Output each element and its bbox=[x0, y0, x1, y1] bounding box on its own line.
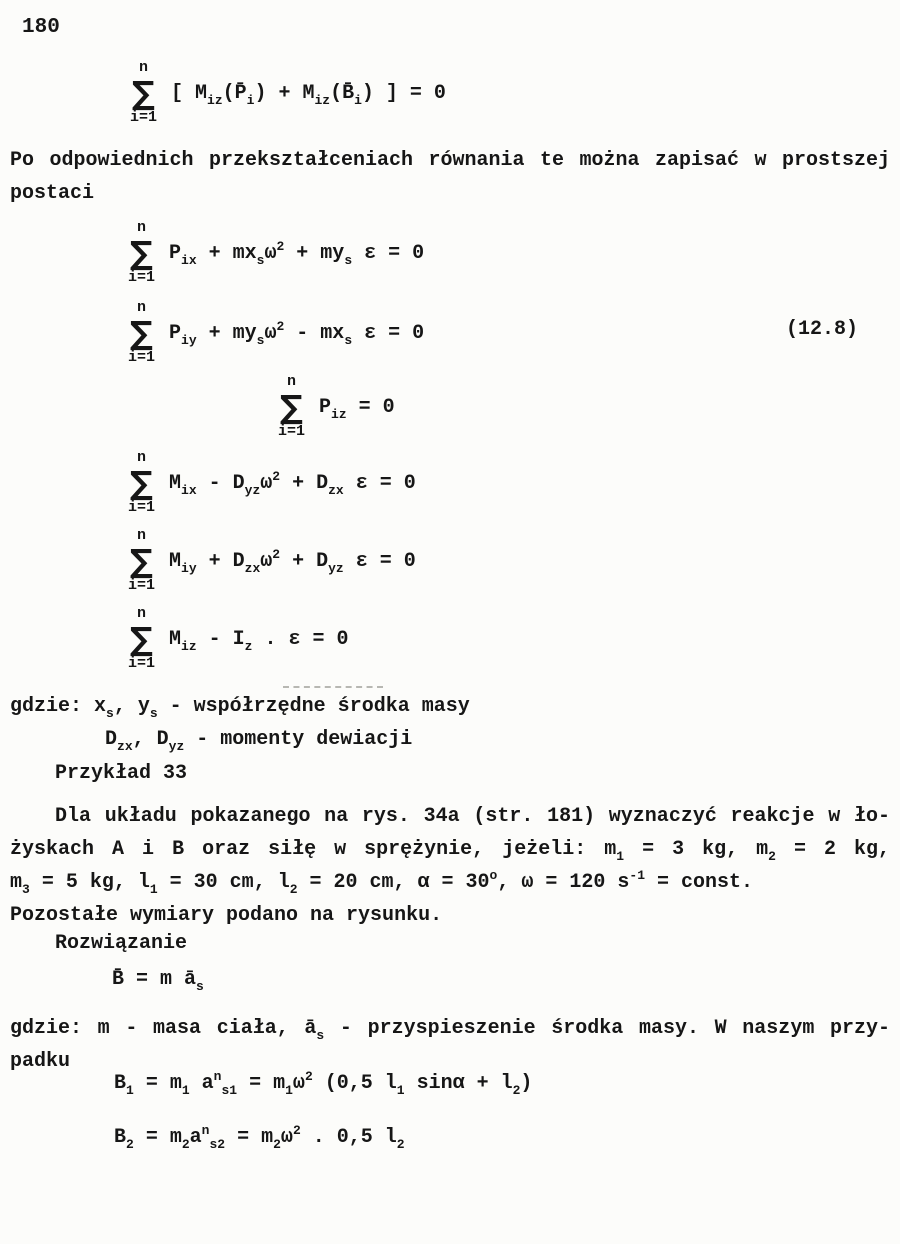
text-line: gdzie: $x_s$, $y_s$ - współrzędne środka masy bbox=[10, 695, 470, 721]
sum-lower-limit: i=1 bbox=[128, 655, 156, 672]
paragraph-transformations bbox=[10, 144, 890, 210]
sum-lower-limit: i=1 bbox=[128, 269, 156, 286]
problem-statement bbox=[10, 800, 890, 932]
sum-upper-limit: n bbox=[287, 373, 297, 390]
equation-row bbox=[128, 220, 424, 286]
scan-artifact-line bbox=[283, 686, 383, 688]
text-line: Po odpowiednich przekształceniach równania te można zapisać w prostszej bbox=[10, 149, 890, 172]
equation-row bbox=[278, 374, 395, 440]
equation-body: $M_{iz} - I_z$ . ε = 0 bbox=[169, 627, 349, 654]
sigma-icon: ∑ bbox=[130, 314, 153, 352]
sum-upper-limit: n bbox=[137, 299, 147, 316]
intro-equation bbox=[130, 60, 446, 126]
solution-heading: Rozwiązanie bbox=[55, 932, 188, 955]
sum-lower-limit: i=1 bbox=[278, 423, 306, 440]
text-line: padku bbox=[10, 1050, 71, 1073]
sigma-icon: ∑ bbox=[280, 388, 303, 426]
text-line: Dla układu pokazanego na rys. 34a (str. 181) wyznaczyć reakcje w ło- bbox=[55, 805, 890, 828]
sigma-icon: ∑ bbox=[130, 620, 153, 658]
newton-equation: B̄ = m $ā_s$ bbox=[112, 968, 204, 994]
equation-body: $P_{ix} + mx_s\omega^2 + my_s$ ε = 0 bbox=[169, 238, 425, 268]
b2-equation: $B_2 = m_2a^n_{s2} = m_2\omega^2$ . 0,5 $l_2$ bbox=[114, 1123, 405, 1152]
sum-upper-limit: n bbox=[137, 219, 147, 236]
sigma-icon: ∑ bbox=[130, 464, 153, 502]
text-line: żyskach A i B oraz siłę w sprężynie, jeżeli: $m_1 = 3$ kg, $m_2 = 2$ kg, bbox=[10, 838, 890, 864]
equation-body: [ $M_{iz}(P̄_i)$ + $M_{iz}(B̄_i)$ ] = 0 bbox=[171, 81, 446, 108]
text-line: gdzie: m - masa ciała, $ā_s$ - przyspieszenie środka masy. W naszym przy- bbox=[10, 1017, 891, 1043]
sum-upper-limit: n bbox=[137, 527, 147, 544]
sum-upper-limit: n bbox=[139, 59, 149, 76]
equation-body: $M_{ix} - D_{yz}\omega^2 + D_{zx}$ ε = 0 bbox=[169, 468, 416, 498]
solution-explanation bbox=[10, 1012, 890, 1078]
sum-lower-limit: i=1 bbox=[130, 109, 158, 126]
sigma-icon: ∑ bbox=[132, 74, 155, 112]
equation-row bbox=[128, 606, 348, 672]
b1-equation: $B_1 = m_1$ $a^n_{s1} = m_1\omega^2$ (0,5 $l_1$ $\sin\alpha + l_2$) bbox=[114, 1069, 533, 1098]
equation-row bbox=[128, 450, 416, 516]
sum-upper-limit: n bbox=[137, 605, 147, 622]
text-line: $D_{zx}$, $D_{yz}$ - momenty dewiacji bbox=[105, 728, 413, 754]
summation-symbol bbox=[128, 300, 155, 366]
example-heading: Przykład 33 bbox=[55, 762, 188, 785]
equation-body: $P_{iy} + my_s\omega^2 - mx_s$ ε = 0 bbox=[169, 318, 425, 348]
equation-body: $P_{iz} = 0$ bbox=[319, 395, 395, 422]
sum-lower-limit: i=1 bbox=[128, 499, 156, 516]
equation-row bbox=[128, 528, 416, 594]
summation-symbol bbox=[128, 220, 155, 286]
summation-symbol bbox=[130, 60, 157, 126]
page-number: 180 bbox=[22, 16, 60, 39]
equation-number: (12.8) bbox=[786, 318, 859, 341]
equation-row bbox=[128, 300, 424, 366]
sum-lower-limit: i=1 bbox=[128, 349, 156, 366]
summation-symbol bbox=[128, 528, 155, 594]
summation-symbol bbox=[128, 606, 155, 672]
where-definitions bbox=[10, 690, 890, 756]
summation-symbol bbox=[128, 450, 155, 516]
sigma-icon: ∑ bbox=[130, 542, 153, 580]
sum-upper-limit: n bbox=[137, 449, 147, 466]
text-line: $m_3 = 5$ kg, $l_1 = 30$ cm, $l_2 = 20$ cm, $\alpha = 30^o$, ω = 120 $s^{-1}$ = const. bbox=[10, 868, 754, 897]
equation-body: $M_{iy} + D_{zx}\omega^2 + D_{yz}$ ε = 0 bbox=[169, 546, 416, 576]
summation-symbol bbox=[278, 374, 305, 440]
sum-lower-limit: i=1 bbox=[128, 577, 156, 594]
text-line: postaci bbox=[10, 182, 95, 205]
sigma-icon: ∑ bbox=[130, 234, 153, 272]
text-line: Pozostałe wymiary podano na rysunku. bbox=[10, 904, 443, 927]
